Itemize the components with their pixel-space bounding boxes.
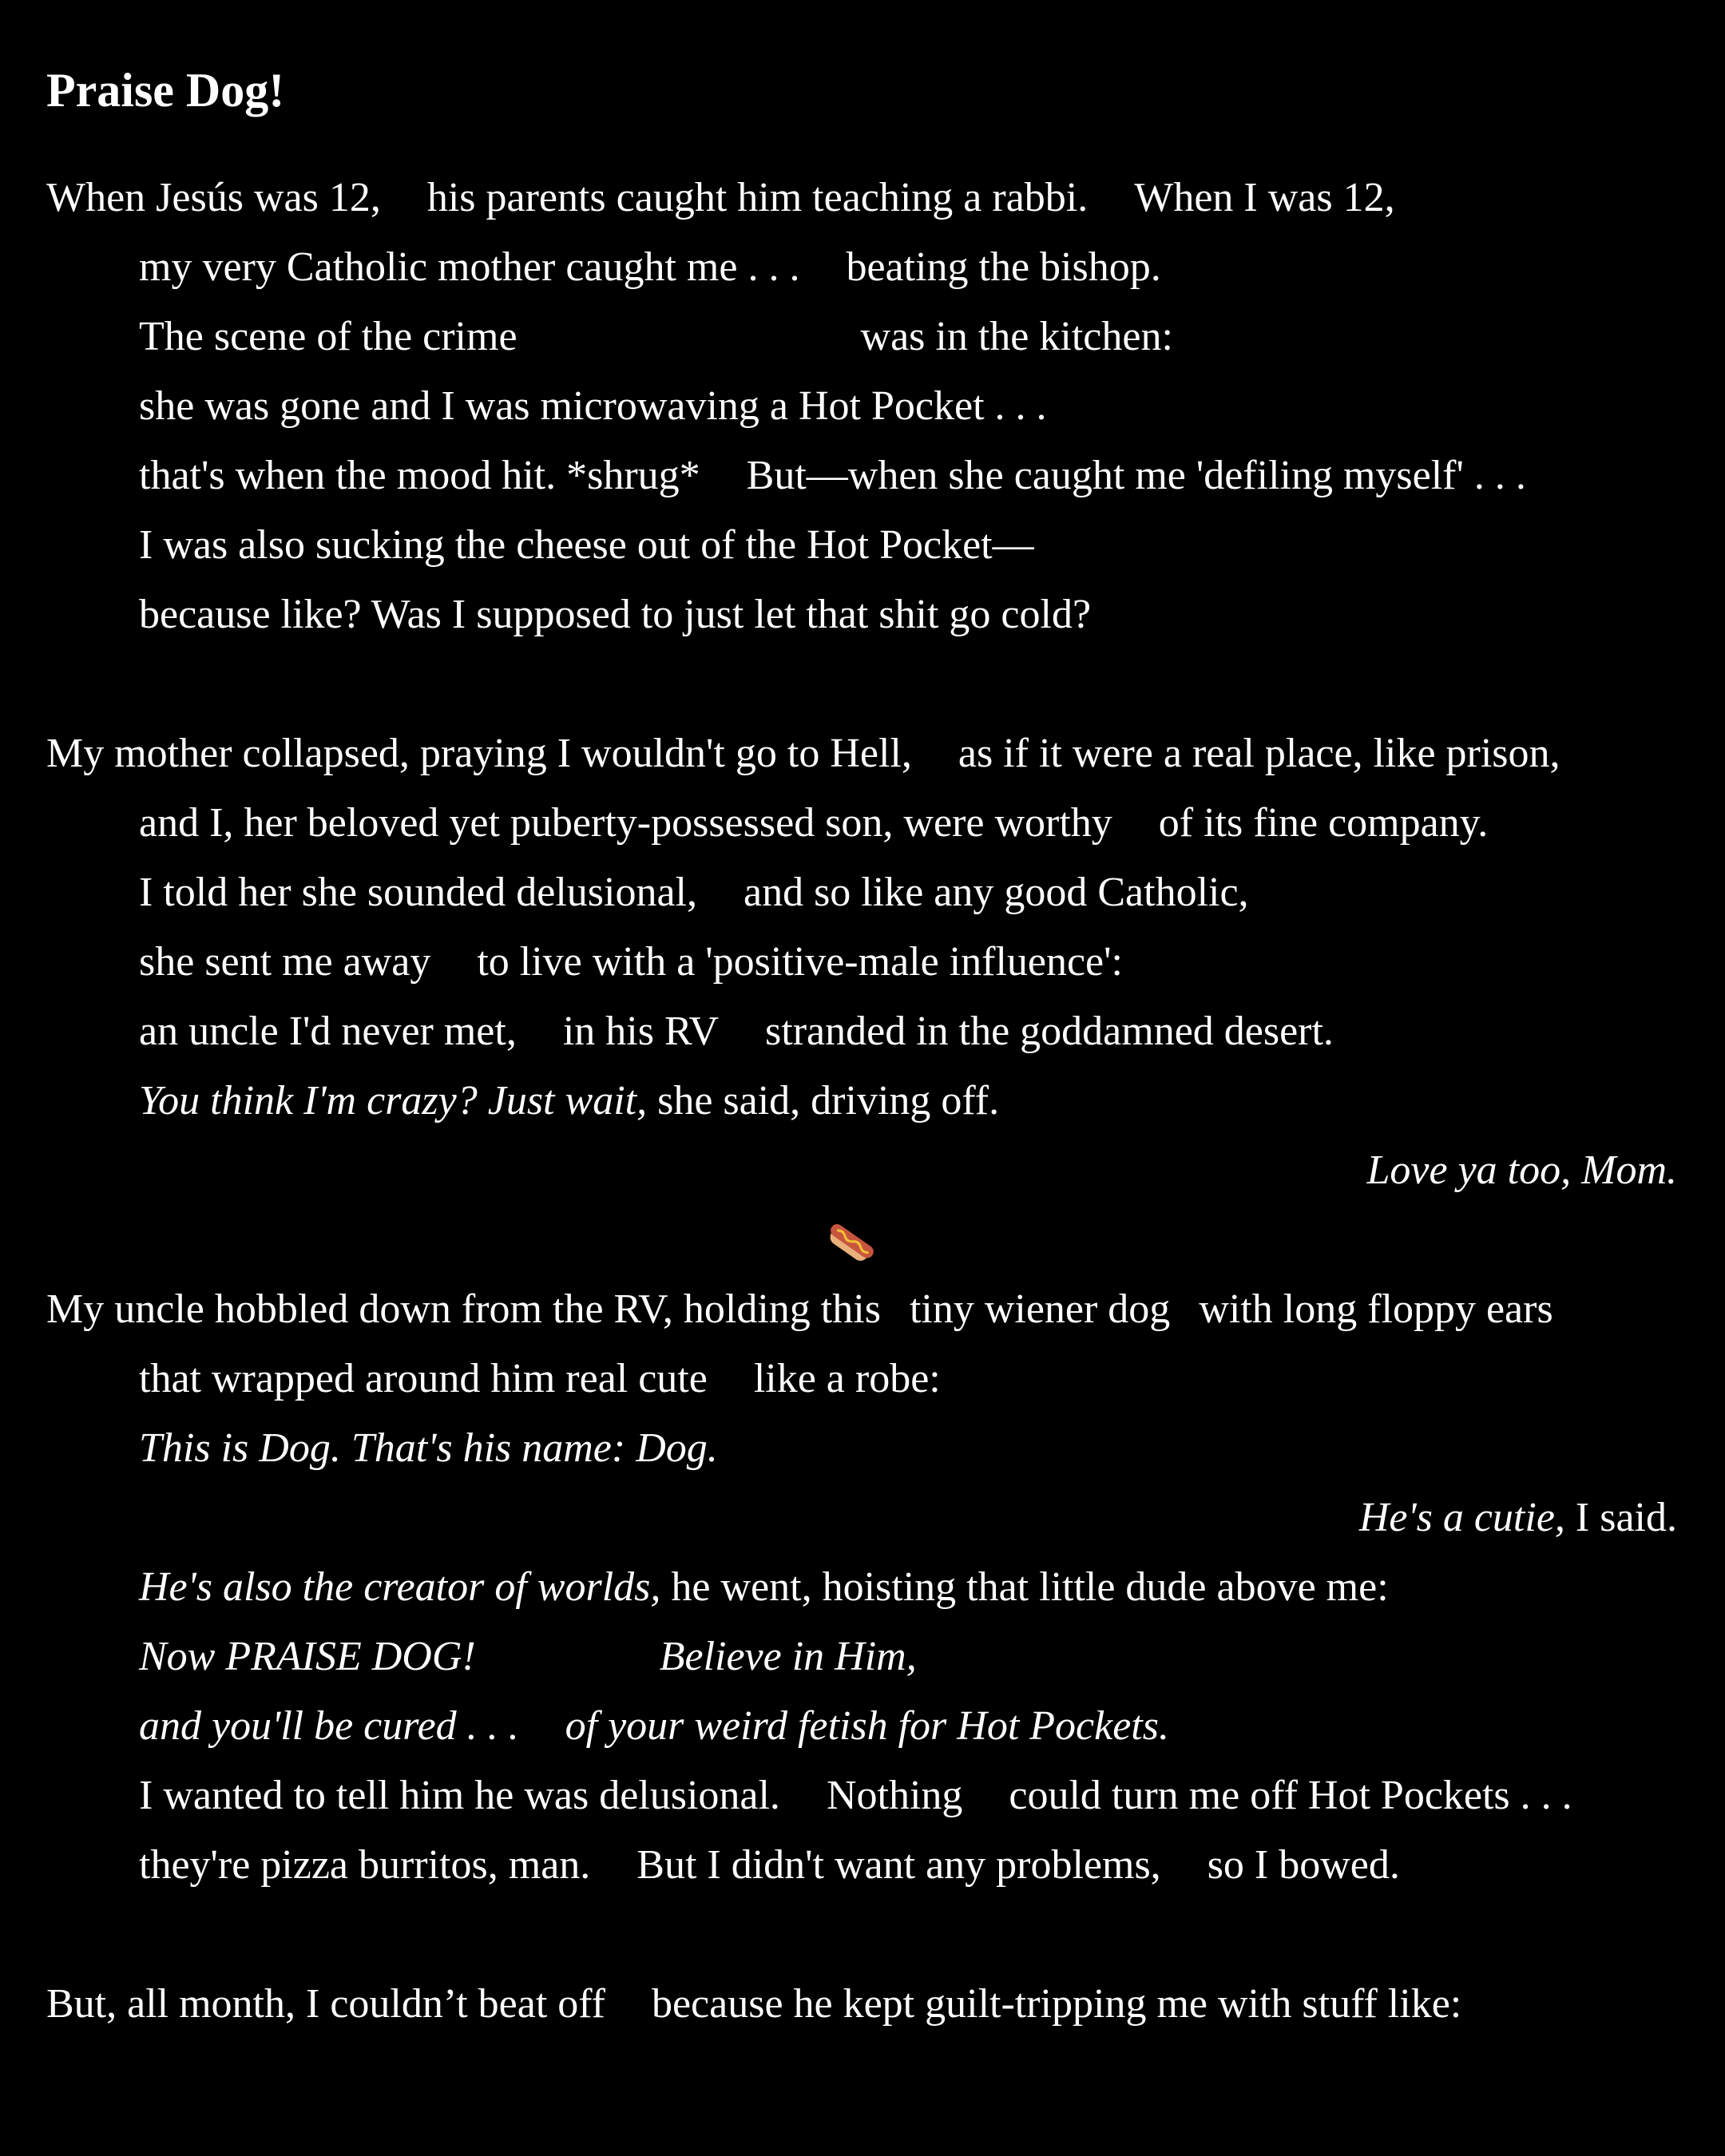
line-segment: she said, driving off. — [647, 1078, 1000, 1124]
line-segment: The scene of the crime — [139, 314, 518, 359]
poem-line — [46, 302, 1677, 371]
stanza-4 — [46, 1969, 1677, 2039]
line-segment: so I bowed. — [1207, 1842, 1400, 1888]
poem-line — [46, 1969, 1677, 2039]
poem-line — [46, 1552, 1677, 1622]
line-segment: he went, hoisting that little dude above me: — [660, 1564, 1389, 1610]
line-segment: When Jesús was 12, — [46, 175, 381, 220]
line-segment: as if it were a real place, like prison, — [958, 731, 1560, 776]
line-segment: like a robe: — [753, 1356, 941, 1401]
poem-line — [46, 788, 1677, 858]
line-segment: But—when she caught me 'defiling myself' . . . — [746, 453, 1526, 498]
poem-line — [46, 927, 1677, 997]
italic-speech: This is Dog. That's his name: Dog. — [139, 1425, 718, 1471]
poem-line — [46, 371, 1677, 441]
poem-line — [46, 1274, 1677, 1344]
italic-speech: He's also the creator of worlds, — [139, 1564, 661, 1610]
line-segment: My mother collapsed, praying I wouldn't go to Hell, — [46, 731, 912, 776]
line-segment: tiny wiener dog — [909, 1286, 1171, 1332]
line-segment: that wrapped around him real cute — [139, 1356, 708, 1401]
line-segment: his parents caught him teaching a rabbi. — [426, 175, 1089, 220]
line-segment: stranded in the goddamned desert. — [765, 1009, 1334, 1054]
line-segment: could turn me off Hot Pockets . . . — [1009, 1773, 1572, 1818]
line-segment: When I was 12, — [1134, 175, 1395, 220]
poem-line — [46, 1066, 1677, 1135]
line-segment: I said. — [1564, 1495, 1677, 1540]
stanza-2 — [46, 719, 1677, 1205]
poem-line — [46, 1691, 1677, 1761]
italic-speech: Now PRAISE DOG! — [139, 1634, 476, 1679]
line-segment: Nothing — [826, 1773, 963, 1818]
line-segment: my very Catholic mother caught me . . . — [139, 244, 800, 290]
italic-speech: and you'll be cured . . . — [139, 1703, 519, 1749]
poem-line — [46, 1622, 1677, 1691]
poem-line — [46, 1344, 1677, 1413]
poem-body — [46, 163, 1677, 2039]
line-segment: in his RV — [562, 1009, 720, 1054]
poem-line — [46, 510, 1677, 580]
poem-line — [46, 719, 1677, 788]
italic-speech: You think I'm crazy? Just wait, — [139, 1078, 648, 1124]
italic-speech: Love ya too, Mom. — [1366, 1147, 1677, 1193]
poem-line — [46, 232, 1677, 302]
line-segment: and so like any good Catholic, — [743, 870, 1249, 915]
line-segment: and I, her beloved yet puberty-possessed son, were worthy — [139, 800, 1112, 846]
poem-line — [46, 163, 1677, 232]
poem-line — [46, 580, 1677, 649]
section-divider — [46, 1205, 1677, 1274]
line-segment: beating the bishop. — [846, 244, 1161, 290]
italic-speech: of your weird fetish for Hot Pockets. — [565, 1703, 1169, 1749]
line-segment: an uncle I'd never met, — [139, 1009, 517, 1054]
line-segment: that's when the mood hit. *shrug* — [139, 453, 700, 498]
line-segment: of its fine company. — [1158, 800, 1489, 846]
poem-line — [46, 1830, 1677, 1900]
line-segment: with long floppy ears — [1199, 1286, 1553, 1332]
line-segment: they're pizza burritos, man. — [139, 1842, 591, 1888]
stanza-break — [46, 649, 1677, 719]
hot-dog-icon — [833, 1201, 890, 1253]
poem-line — [46, 1761, 1677, 1830]
poem-line — [46, 1483, 1677, 1552]
line-segment: she was gone and I was microwaving a Hot Pocket . . . — [139, 383, 1047, 429]
stanza-1 — [46, 163, 1677, 649]
poem-line — [46, 858, 1677, 927]
stanza-break — [46, 1900, 1677, 1969]
line-segment: I was also sucking the cheese out of the Hot Pocket— — [139, 522, 1034, 568]
italic-speech: Believe in Him, — [659, 1634, 917, 1679]
poem-line — [46, 1413, 1677, 1483]
line-segment: But, all month, I couldn’t beat off — [46, 1981, 605, 2027]
line-segment: I told her she sounded delusional, — [139, 870, 697, 915]
italic-speech: He's a cutie, — [1358, 1495, 1565, 1540]
stanza-3 — [46, 1274, 1677, 1900]
line-segment: because he kept guilt-tripping me with stuff like: — [651, 1981, 1462, 2027]
line-segment: My uncle hobbled down from the RV, holding this — [46, 1286, 881, 1332]
line-segment: because like? Was I supposed to just let that shit go cold? — [139, 592, 1092, 637]
line-segment: to live with a 'positive-male influence': — [477, 939, 1123, 985]
line-segment: she sent me away — [139, 939, 431, 985]
poem-line — [46, 1135, 1677, 1205]
poem-title: Praise Dog! — [46, 64, 285, 117]
line-segment: But I didn't want any problems, — [636, 1842, 1161, 1888]
line-segment: was in the kitchen: — [860, 314, 1173, 359]
line-segment: I wanted to tell him he was delusional. — [139, 1773, 780, 1818]
poem-line — [46, 997, 1677, 1066]
poem-line — [46, 441, 1677, 510]
